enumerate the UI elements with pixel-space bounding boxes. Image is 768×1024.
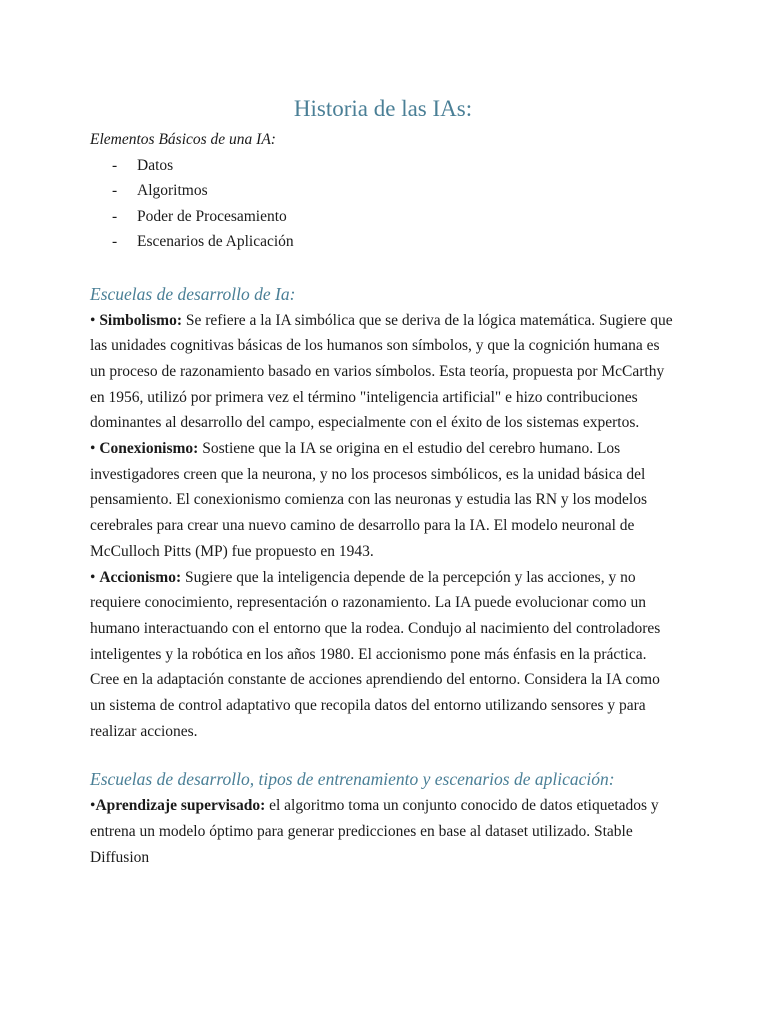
list-dash: - [112, 207, 118, 225]
list-dash: - [112, 156, 118, 174]
school-paragraph-accionismo [90, 565, 676, 745]
paragraph-text: Se refiere a la IA simbólica que se deriva de la lógica matemática. Sugiere que las unidades cognitivas básicas de los humanos son símbolos, y que la cognición humana es un proceso de razonamiento basado en varios símbolos. Esta teoría, propuesta por McCarthy en 1956, utilizó por primera vez el término "inteligencia artificial" e hizo contribuciones dominantes al desarrollo del campo, especialmente con el éxito de los sistemas expertos. [90, 311, 673, 432]
bullet-glyph: • [90, 797, 96, 815]
paragraph-text: Sostiene que la IA se origina en el estudio del cerebro humano. Los investigadores creen que la neurona, y no los procesos simbólicos, es la unidad básica del pensamiento. El conexionismo comienza con las neuronas y estudia las RN y los modelos cerebrales para crear una nuevo camino de desarrollo para la IA. El modelo neuronal de McCulloch Pitts (MP) fue propuesto en 1943. [90, 440, 648, 560]
list-item-label: Escenarios de Aplicación [137, 233, 294, 250]
term-label: Simbolismo: [99, 311, 182, 329]
list-dash: - [112, 182, 118, 199]
training-paragraph-supervised [90, 793, 676, 870]
bullet-glyph: • [90, 568, 96, 586]
list-item-label: Datos [137, 156, 174, 174]
paragraph-text: el algoritmo toma un conjunto conocido de datos etiquetados y entrena un modelo óptimo para generar predicciones en base al dataset utilizado. Stable Diffusion [90, 797, 659, 866]
training-heading: Escuelas de desarrollo, tipos de entrenamiento y escenarios de aplicación: [90, 769, 615, 790]
school-paragraph-simbolismo [90, 308, 676, 437]
bullet-glyph: • [90, 440, 96, 458]
school-paragraph-conexionismo [90, 436, 676, 565]
list-item [112, 153, 676, 179]
document-title: Historia de las IAs: [293, 96, 473, 121]
list-item-label: Poder de Procesamiento [137, 207, 287, 225]
bullet-glyph: • [90, 311, 96, 329]
term-label: Conexionismo: [99, 440, 199, 458]
list-item-label: Algoritmos [137, 182, 208, 199]
paragraph-text: Sugiere que la inteligencia depende de la percepción y las acciones, y no requiere conocimiento, representación o razonamiento. La IA puede evolucionar como un humano interactuando con el entorno que la rodea. Condujo al nacimiento del controladores inteligentes y la robótica en los años 1980. El accionismo pone más énfasis en la práctica. Cree en la adaptación constante de acciones aprendiendo del entorno. Considera la IA como un sistema de control adaptativo que recopila datos del entorno utilizando sensores y para realizar acciones. [90, 568, 661, 740]
term-label: Aprendizaje supervisado: [95, 797, 266, 815]
basic-elements-heading: Elementos Básicos de una IA: [90, 131, 276, 148]
list-item [112, 204, 676, 230]
list-dash: - [112, 233, 118, 250]
list-item [112, 178, 676, 204]
term-label: Accionismo: [99, 568, 182, 586]
schools-heading: Escuelas de desarrollo de Ia: [90, 283, 296, 304]
list-item [112, 229, 676, 255]
basic-elements-list [90, 153, 676, 255]
